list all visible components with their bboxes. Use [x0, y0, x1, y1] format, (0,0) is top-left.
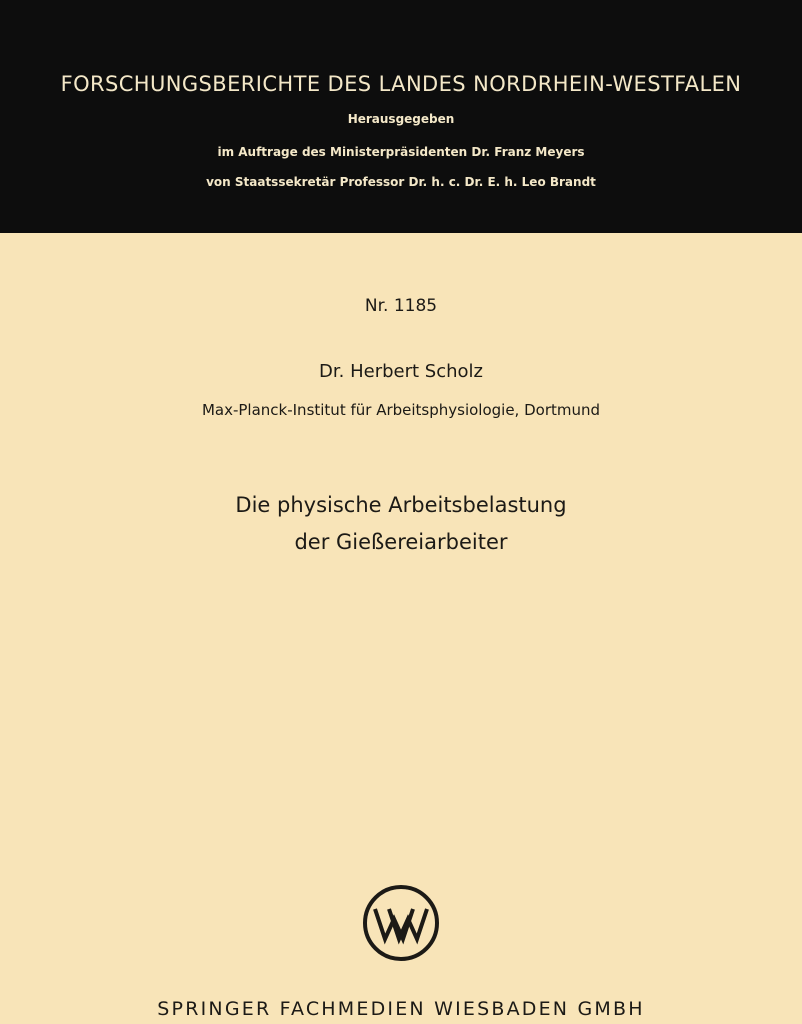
book-title-line-1: Die physische Arbeitsbelastung — [235, 493, 567, 517]
editor-line-commissioned: im Auftrage des Ministerpräsidenten Dr. Franz Meyers — [217, 145, 585, 159]
series-title: FORSCHUNGSBERICHTE DES LANDES NORDRHEIN-WESTFALEN — [60, 72, 742, 96]
editor-line-published-by: Herausgegeben — [347, 112, 455, 126]
book-title-line-2: der Gießereiarbeiter — [294, 530, 508, 554]
header-band — [0, 0, 802, 233]
author-name: Dr. Herbert Scholz — [319, 361, 483, 382]
publisher-w-logo-icon — [361, 883, 441, 963]
editor-line-secretary: von Staatssekretär Professor Dr. h. c. Dr. E. h. Leo Brandt — [206, 175, 596, 189]
report-number: Nr. 1185 — [364, 296, 438, 316]
author-institute: Max-Planck-Institut für Arbeitsphysiologie, Dortmund — [201, 401, 601, 419]
publisher-name: SPRINGER FACHMEDIEN WIESBADEN GMBH — [157, 998, 645, 1020]
